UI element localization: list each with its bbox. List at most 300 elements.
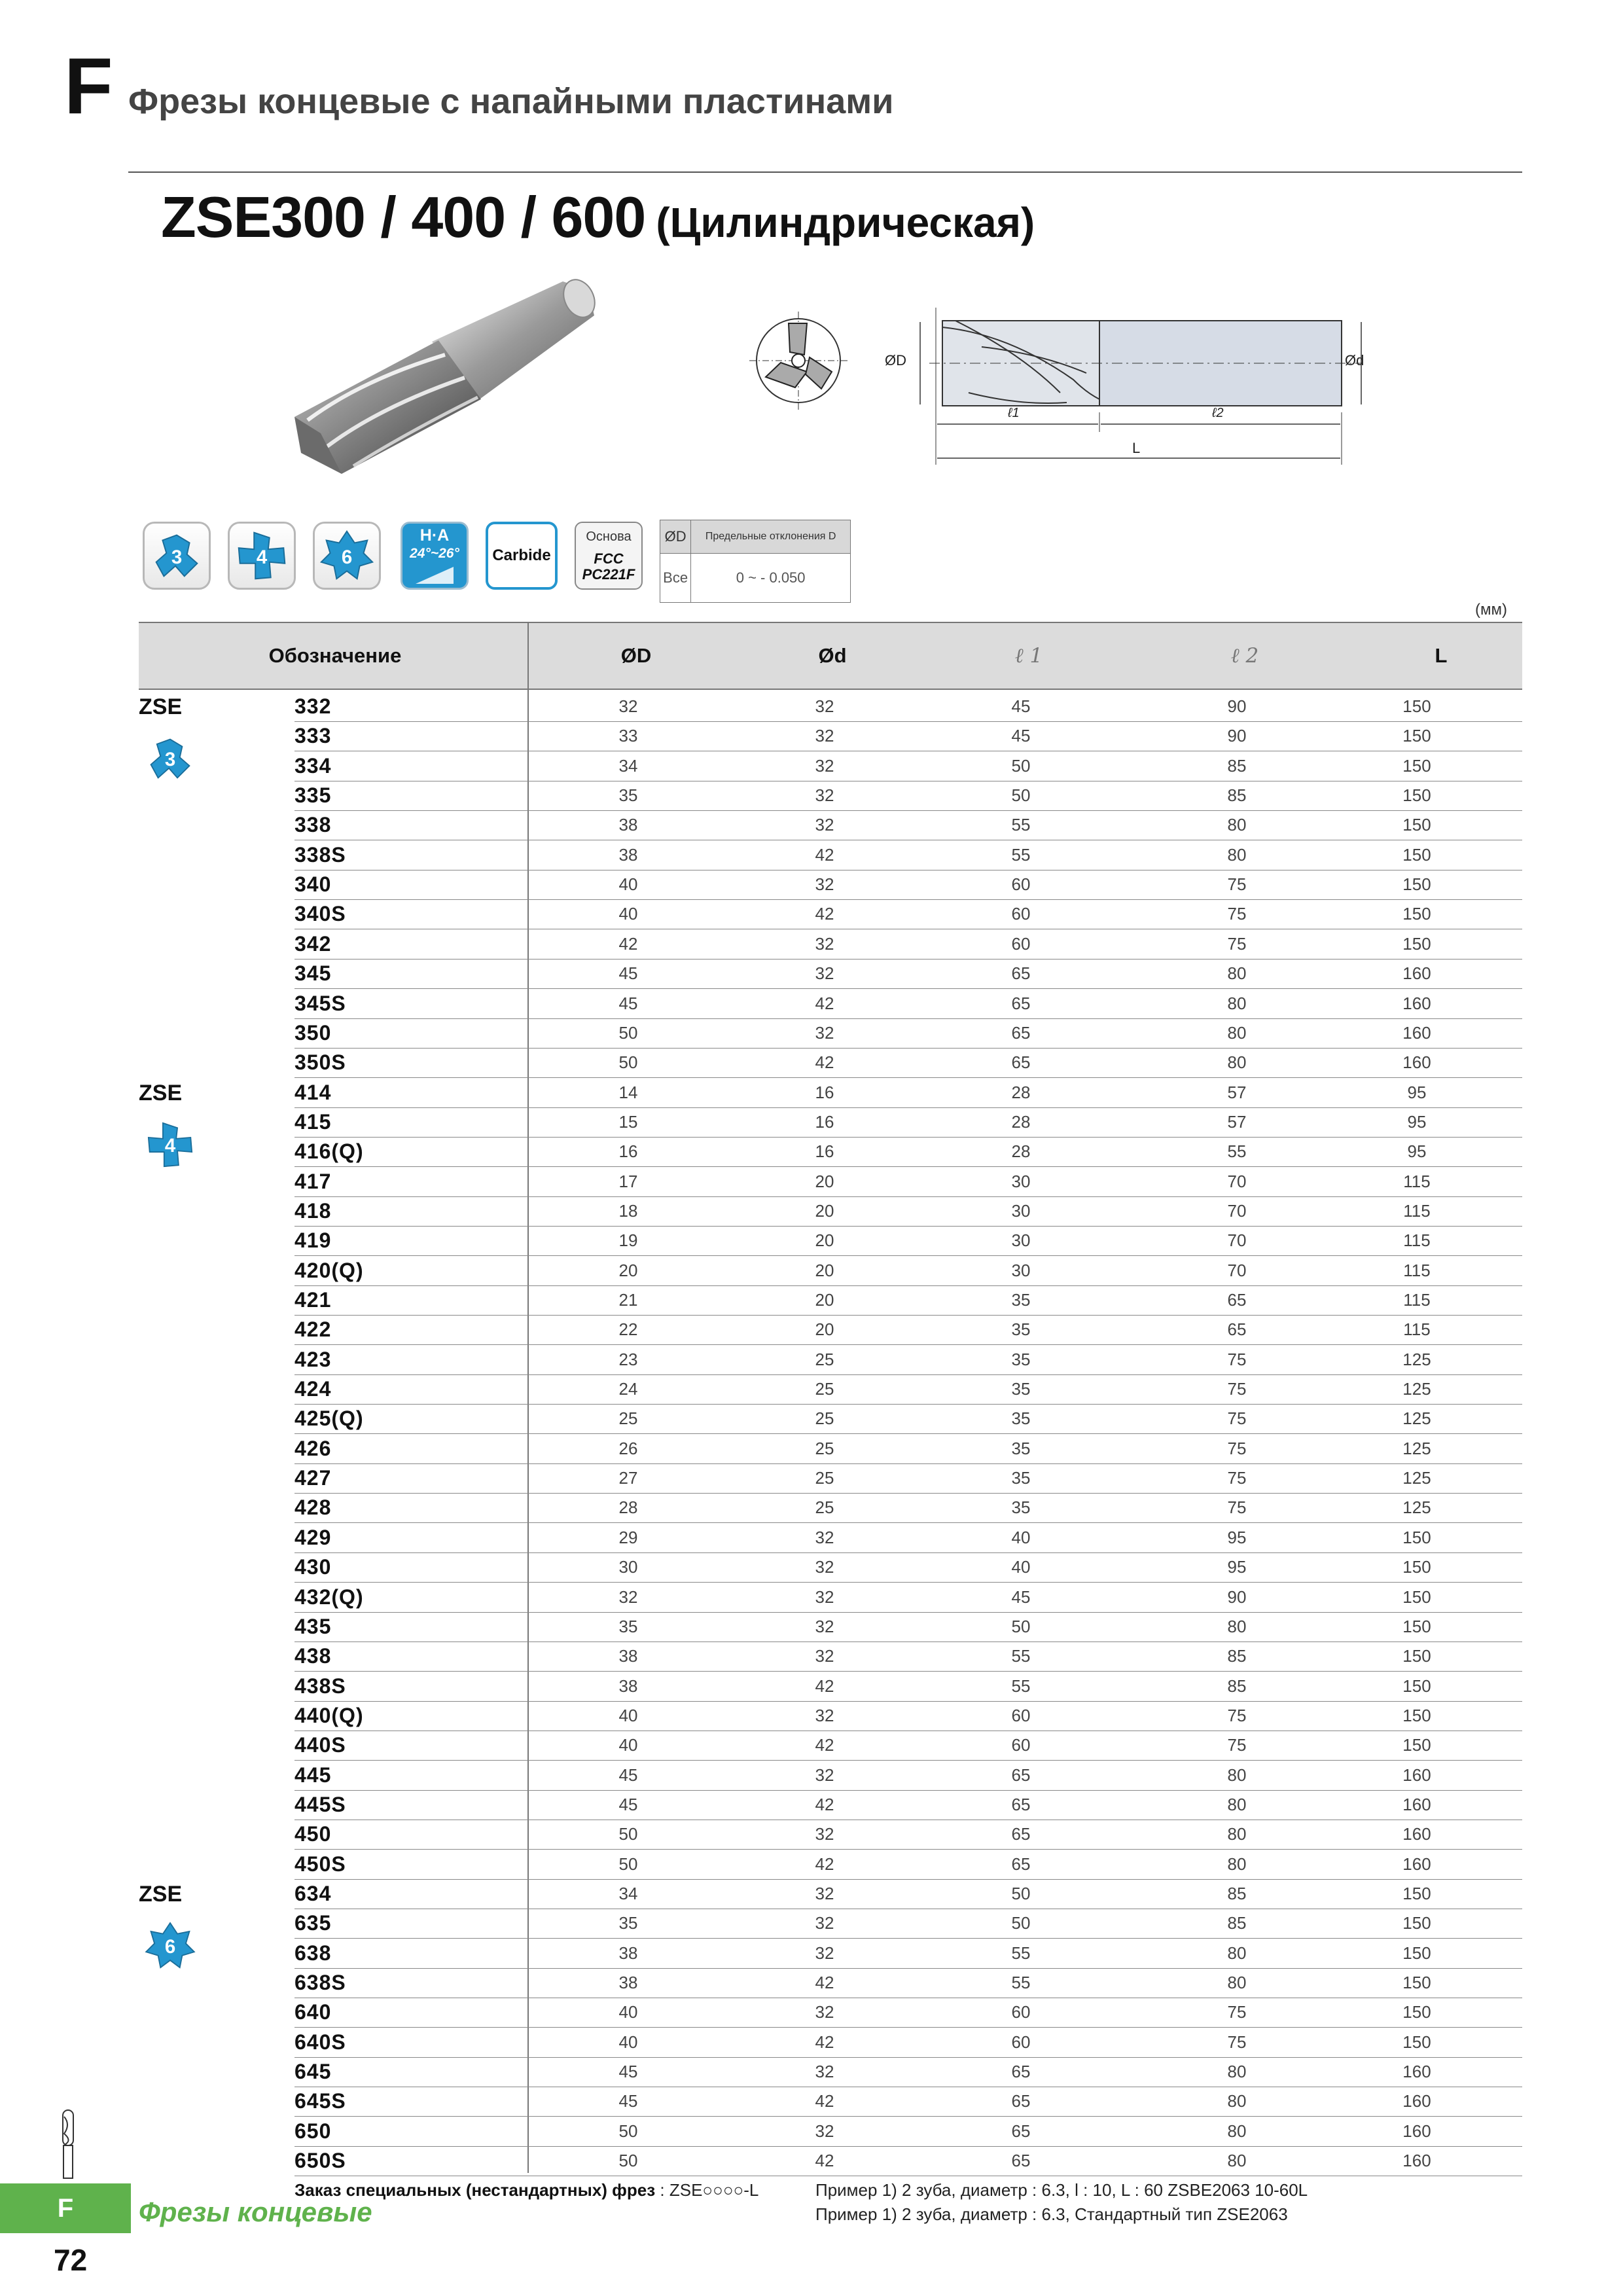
group-label: ZSE <box>139 1882 183 1907</box>
row-designation: 445 <box>294 1763 332 1787</box>
table-row <box>294 810 1522 840</box>
row-designation: 426 <box>294 1436 332 1460</box>
row-value: 42 <box>618 933 638 954</box>
row-value: 95 <box>1407 1111 1427 1132</box>
row-value: 14 <box>618 1082 638 1102</box>
three-flute-icon <box>143 522 211 590</box>
table-row <box>294 899 1522 929</box>
row-value: 21 <box>618 1290 638 1310</box>
row-value: 65 <box>1011 993 1031 1013</box>
row-value: 34 <box>618 755 638 776</box>
row-value: 32 <box>815 696 834 716</box>
row-designation: 640 <box>294 2000 332 2024</box>
row-value: 55 <box>1227 1141 1247 1162</box>
row-value: 26 <box>618 1438 638 1458</box>
row-value: 35 <box>1011 1408 1031 1429</box>
row-designation: 638S <box>294 1971 346 1995</box>
row-value: 32 <box>815 1913 834 1933</box>
row-value: 80 <box>1227 2121 1247 2141</box>
row-value: 40 <box>618 874 638 895</box>
row-value: 40 <box>618 2032 638 2052</box>
row-value: 65 <box>1227 1319 1247 1340</box>
row-value: 150 <box>1402 726 1431 746</box>
base-material-icon <box>575 522 643 590</box>
row-value: 45 <box>618 2062 638 2082</box>
row-value: 29 <box>618 1527 638 1547</box>
group-flute-icon <box>140 728 200 789</box>
row-designation: 435 <box>294 1614 332 1638</box>
row-value: 115 <box>1403 1171 1431 1191</box>
row-designation: 424 <box>294 1377 332 1401</box>
table-row <box>294 1641 1522 1672</box>
table-row <box>294 1226 1522 1256</box>
end-mill-photo <box>281 270 622 479</box>
row-value: 25 <box>815 1438 834 1458</box>
row-value: 35 <box>1011 1498 1031 1518</box>
row-value: 80 <box>1227 1022 1247 1043</box>
row-designation: 417 <box>294 1169 332 1193</box>
row-value: 85 <box>1227 1913 1247 1933</box>
row-designation: 650 <box>294 2119 332 2143</box>
row-value: 150 <box>1402 1913 1431 1933</box>
row-value: 60 <box>1011 933 1031 954</box>
row-value: 80 <box>1227 1973 1247 1993</box>
row-value: 115 <box>1403 1200 1431 1221</box>
row-value: 15 <box>618 1111 638 1132</box>
header-designation: Обозначение <box>268 644 402 667</box>
table-row <box>294 1672 1522 1702</box>
row-value: 35 <box>618 785 638 806</box>
row-value: 30 <box>1011 1200 1031 1221</box>
row-value: 35 <box>1011 1468 1031 1488</box>
row-value: 70 <box>1227 1230 1247 1251</box>
row-value: 75 <box>1227 1379 1247 1399</box>
row-value: 150 <box>1402 1527 1431 1547</box>
row-designation: 414 <box>294 1080 332 1104</box>
row-value: 25 <box>815 1408 834 1429</box>
row-value: 150 <box>1402 1587 1431 1607</box>
row-value: 70 <box>1227 1200 1247 1221</box>
row-value: 16 <box>815 1111 834 1132</box>
row-value: 150 <box>1402 1884 1431 1903</box>
table-row <box>294 1612 1522 1642</box>
row-value: 150 <box>1402 2032 1431 2052</box>
row-value: 20 <box>815 1290 834 1310</box>
row-value: 80 <box>1227 2151 1247 2171</box>
table-row <box>294 2057 1522 2087</box>
row-value: 80 <box>1227 1794 1247 1814</box>
row-value: 25 <box>815 1349 834 1369</box>
row-value: 30 <box>1011 1230 1031 1251</box>
four-flute-number: 4 <box>256 546 268 568</box>
row-value: 150 <box>1402 933 1431 954</box>
side-view-drawing <box>877 275 1387 478</box>
row-value: 125 <box>1402 1438 1431 1458</box>
row-designation: 650S <box>294 2149 346 2173</box>
row-value: 32 <box>815 1646 834 1666</box>
row-value: 125 <box>1402 1379 1431 1399</box>
table-row <box>294 1552 1522 1583</box>
row-value: 75 <box>1227 933 1247 954</box>
row-value: 50 <box>618 1854 638 1874</box>
row-value: 42 <box>815 2032 834 2052</box>
row-value: 65 <box>1227 1290 1247 1310</box>
row-value: 32 <box>618 696 638 716</box>
row-designation: 419 <box>294 1229 332 1253</box>
row-designation: 429 <box>294 1525 332 1549</box>
row-value: 65 <box>1011 1824 1031 1844</box>
header-D: ØD <box>620 644 652 667</box>
table-row <box>294 2117 1522 2147</box>
label-l1: ℓ1 <box>1008 406 1020 420</box>
row-value: 20 <box>815 1230 834 1251</box>
row-value: 20 <box>815 1200 834 1221</box>
row-designation: 345S <box>294 991 346 1015</box>
row-designation: 438 <box>294 1644 332 1668</box>
row-designation: 338 <box>294 813 332 837</box>
row-value: 150 <box>1402 815 1431 835</box>
table-row <box>294 1345 1522 1375</box>
row-value: 160 <box>1402 993 1431 1013</box>
row-value: 75 <box>1227 1438 1247 1458</box>
table-row <box>294 1761 1522 1791</box>
page-number: 72 <box>54 2243 88 2277</box>
row-value: 32 <box>815 2002 834 2022</box>
table-row <box>294 989 1522 1019</box>
label-l2: ℓ2 <box>1212 406 1224 420</box>
row-value: 35 <box>1011 1290 1031 1310</box>
row-value: 20 <box>815 1319 834 1340</box>
label-d: Ød <box>1345 352 1364 368</box>
row-value: 33 <box>618 726 638 746</box>
row-value: 18 <box>618 1200 638 1221</box>
row-value: 57 <box>1227 1082 1247 1102</box>
row-value: 25 <box>815 1379 834 1399</box>
row-value: 45 <box>1011 696 1031 716</box>
row-value: 75 <box>1227 1408 1247 1429</box>
row-value: 75 <box>1227 904 1247 924</box>
row-designation: 445S <box>294 1792 346 1816</box>
row-designation: 450 <box>294 1822 332 1846</box>
row-value: 80 <box>1227 1616 1247 1636</box>
row-designation: 427 <box>294 1466 332 1490</box>
table-row <box>294 2028 1522 2058</box>
row-designation: 635 <box>294 1911 332 1935</box>
section-tab-label: Фрезы концевые <box>139 2197 372 2227</box>
row-value: 150 <box>1402 1705 1431 1725</box>
row-value: 125 <box>1402 1498 1431 1518</box>
row-value: 65 <box>1011 2091 1031 2111</box>
row-designation: 440S <box>294 1733 346 1757</box>
row-value: 28 <box>1011 1111 1031 1132</box>
table-row <box>294 1107 1522 1138</box>
row-value: 75 <box>1227 1705 1247 1725</box>
group-flute-number: 6 <box>164 1936 176 1958</box>
base-pc: PC221F <box>582 566 635 583</box>
product-code: ZSE300 / 400 / 600 <box>161 185 646 249</box>
row-value: 32 <box>815 1824 834 1844</box>
six-flute-number: 6 <box>341 546 353 568</box>
row-value: 35 <box>1011 1349 1031 1369</box>
tolerance-col-dev: Предельные отклонения D <box>691 520 851 554</box>
row-value: 85 <box>1227 1884 1247 1903</box>
row-value: 50 <box>618 1022 638 1043</box>
row-value: 50 <box>1011 755 1031 776</box>
unit-note: (мм) <box>1475 601 1507 619</box>
tolerance-row-dev: 0 ~ - 0.050 <box>691 554 851 603</box>
row-value: 65 <box>1011 1794 1031 1814</box>
row-value: 150 <box>1402 1943 1431 1963</box>
row-value: 160 <box>1402 1022 1431 1043</box>
row-value: 42 <box>815 1052 834 1073</box>
row-value: 42 <box>815 993 834 1013</box>
row-designation: 645S <box>294 2089 346 2113</box>
table-row <box>294 1939 1522 1969</box>
table-row <box>294 1048 1522 1078</box>
section-letter: F <box>64 41 113 130</box>
row-value: 35 <box>1011 1379 1031 1399</box>
helix-angle-label: H·A <box>419 526 450 545</box>
row-value: 90 <box>1227 696 1247 716</box>
table-row <box>294 1018 1522 1049</box>
row-value: 45 <box>618 2091 638 2111</box>
row-value: 42 <box>815 844 834 865</box>
row-value: 24 <box>618 1379 638 1399</box>
row-value: 85 <box>1227 1646 1247 1666</box>
row-value: 75 <box>1227 1498 1247 1518</box>
row-value: 125 <box>1402 1408 1431 1429</box>
row-value: 160 <box>1402 1765 1431 1785</box>
table-row <box>294 2146 1522 2176</box>
row-value: 28 <box>1011 1141 1031 1162</box>
row-value: 65 <box>1011 2062 1031 2082</box>
product-title <box>161 185 1035 249</box>
row-value: 27 <box>618 1468 638 1488</box>
row-value: 90 <box>1227 1587 1247 1607</box>
row-designation: 416(Q) <box>294 1139 364 1164</box>
row-value: 160 <box>1402 1794 1431 1814</box>
row-designation: 334 <box>294 753 332 778</box>
three-flute-number: 3 <box>171 546 183 568</box>
row-designation: 640S <box>294 2030 346 2054</box>
row-designation: 350 <box>294 1020 332 1045</box>
row-designation: 340 <box>294 872 332 897</box>
row-value: 35 <box>618 1913 638 1933</box>
row-value: 55 <box>1011 815 1031 835</box>
row-value: 40 <box>618 1735 638 1755</box>
label-L: L <box>1132 440 1141 456</box>
row-designation: 440(Q) <box>294 1703 364 1727</box>
row-value: 42 <box>815 1973 834 1993</box>
row-value: 60 <box>1011 1735 1031 1755</box>
row-value: 50 <box>1011 1913 1031 1933</box>
row-value: 150 <box>1402 904 1431 924</box>
row-value: 60 <box>1011 1705 1031 1725</box>
row-value: 85 <box>1227 755 1247 776</box>
row-value: 80 <box>1227 1824 1247 1844</box>
row-value: 38 <box>618 815 638 835</box>
header-rule <box>128 171 1522 173</box>
tolerance-table <box>660 520 851 603</box>
row-value: 150 <box>1402 844 1431 865</box>
table-row <box>294 1820 1522 1850</box>
row-value: 65 <box>1011 1854 1031 1874</box>
row-value: 80 <box>1227 2091 1247 2111</box>
row-value: 42 <box>815 1676 834 1696</box>
row-value: 150 <box>1402 755 1431 776</box>
end-view-drawing <box>749 312 847 410</box>
row-value: 160 <box>1402 1052 1431 1073</box>
row-value: 85 <box>1227 785 1247 806</box>
row-value: 85 <box>1227 1676 1247 1696</box>
row-designation: 645 <box>294 2060 332 2084</box>
row-value: 65 <box>1011 1022 1031 1043</box>
row-value: 70 <box>1227 1171 1247 1191</box>
group-flute-number: 4 <box>164 1134 176 1157</box>
row-designation: 418 <box>294 1198 332 1223</box>
table-row <box>294 2087 1522 2117</box>
row-value: 80 <box>1227 1765 1247 1785</box>
product-type: (Цилиндрическая) <box>656 199 1035 246</box>
row-value: 32 <box>815 815 834 835</box>
row-value: 38 <box>618 1676 638 1696</box>
row-value: 32 <box>815 785 834 806</box>
table-row <box>294 1731 1522 1761</box>
row-value: 25 <box>815 1498 834 1518</box>
row-value: 16 <box>815 1082 834 1102</box>
table-row <box>294 1998 1522 2028</box>
special-order-code: : ZSE○○○○-L <box>655 2180 759 2200</box>
row-value: 150 <box>1402 2002 1431 2022</box>
row-value: 55 <box>1011 1676 1031 1696</box>
row-value: 32 <box>815 963 834 984</box>
row-value: 19 <box>618 1230 638 1251</box>
table-row <box>294 870 1522 900</box>
row-value: 28 <box>618 1498 638 1518</box>
row-value: 115 <box>1403 1290 1431 1310</box>
row-value: 25 <box>618 1408 638 1429</box>
row-value: 40 <box>618 2002 638 2022</box>
row-designation: 420(Q) <box>294 1258 364 1282</box>
row-value: 42 <box>815 2091 834 2111</box>
row-designation: 342 <box>294 931 332 956</box>
row-value: 45 <box>618 963 638 984</box>
row-value: 45 <box>618 1794 638 1814</box>
group-flute-number: 3 <box>164 749 176 771</box>
row-designation: 428 <box>294 1496 332 1520</box>
row-value: 35 <box>1011 1438 1031 1458</box>
row-value: 60 <box>1011 874 1031 895</box>
row-value: 60 <box>1011 2002 1031 2022</box>
row-value: 65 <box>1011 1765 1031 1785</box>
row-value: 32 <box>815 1884 834 1903</box>
row-value: 115 <box>1403 1260 1431 1280</box>
table-row <box>294 1374 1522 1405</box>
row-designation: 438S <box>294 1674 346 1698</box>
table-row <box>294 1523 1522 1553</box>
row-designation: 423 <box>294 1347 332 1371</box>
special-order-label: Заказ специальных (нестандартных) фрез <box>294 2180 656 2200</box>
row-value: 95 <box>1407 1141 1427 1162</box>
row-value: 38 <box>618 1943 638 1963</box>
row-value: 95 <box>1227 1557 1247 1577</box>
row-value: 50 <box>1011 1616 1031 1636</box>
order-example-2: Пример 1) 2 зуба, диаметр : 6.3, Стандартный тип ZSE2063 <box>815 2204 1288 2224</box>
row-value: 45 <box>618 1765 638 1785</box>
row-value: 160 <box>1402 1854 1431 1874</box>
row-value: 160 <box>1402 1824 1431 1844</box>
row-value: 23 <box>618 1349 638 1369</box>
row-value: 32 <box>815 1587 834 1607</box>
table-row <box>294 1137 1522 1167</box>
row-value: 150 <box>1402 1735 1431 1755</box>
row-value: 40 <box>1011 1527 1031 1547</box>
row-value: 38 <box>618 1973 638 1993</box>
row-value: 32 <box>815 1616 834 1636</box>
group-flute-icon <box>140 1916 200 1976</box>
helix-angle-icon <box>401 522 469 590</box>
row-value: 65 <box>1011 1052 1031 1073</box>
row-value: 80 <box>1227 963 1247 984</box>
table-row <box>294 1463 1522 1494</box>
row-value: 45 <box>1011 1587 1031 1607</box>
table-row <box>294 1285 1522 1316</box>
row-designation: 340S <box>294 902 346 926</box>
row-value: 150 <box>1402 1676 1431 1696</box>
row-value: 32 <box>815 874 834 895</box>
row-value: 80 <box>1227 1943 1247 1963</box>
four-flute-icon <box>228 522 296 590</box>
ball-end-mill-icon <box>55 2108 81 2179</box>
row-designation: 638 <box>294 1941 332 1965</box>
row-value: 35 <box>618 1616 638 1636</box>
table-row <box>294 1790 1522 1820</box>
row-value: 150 <box>1402 1616 1431 1636</box>
row-designation: 333 <box>294 724 332 748</box>
table-row <box>294 781 1522 811</box>
table-row <box>294 1493 1522 1523</box>
row-value: 55 <box>1011 844 1031 865</box>
row-value: 25 <box>815 1468 834 1488</box>
row-value: 65 <box>1011 2121 1031 2141</box>
row-designation: 350S <box>294 1050 346 1075</box>
row-value: 150 <box>1402 785 1431 806</box>
row-designation: 634 <box>294 1882 332 1905</box>
row-value: 95 <box>1407 1082 1427 1102</box>
row-designation: 450S <box>294 1852 346 1876</box>
row-value: 50 <box>618 1824 638 1844</box>
six-flute-icon <box>313 522 381 590</box>
header-L: L <box>1435 644 1448 667</box>
row-value: 95 <box>1227 1527 1247 1547</box>
row-value: 55 <box>1011 1943 1031 1963</box>
row-value: 75 <box>1227 1468 1247 1488</box>
row-value: 40 <box>618 1705 638 1725</box>
row-value: 32 <box>815 2062 834 2082</box>
row-value: 80 <box>1227 815 1247 835</box>
row-value: 60 <box>1011 904 1031 924</box>
row-value: 32 <box>815 1943 834 1963</box>
row-value: 75 <box>1227 2002 1247 2022</box>
table-row <box>294 1850 1522 1880</box>
table-row <box>294 692 1522 722</box>
table-row <box>294 1879 1522 1909</box>
row-value: 80 <box>1227 844 1247 865</box>
row-value: 80 <box>1227 2062 1247 2082</box>
table-row <box>294 929 1522 960</box>
row-value: 125 <box>1402 1349 1431 1369</box>
row-value: 80 <box>1227 1052 1247 1073</box>
